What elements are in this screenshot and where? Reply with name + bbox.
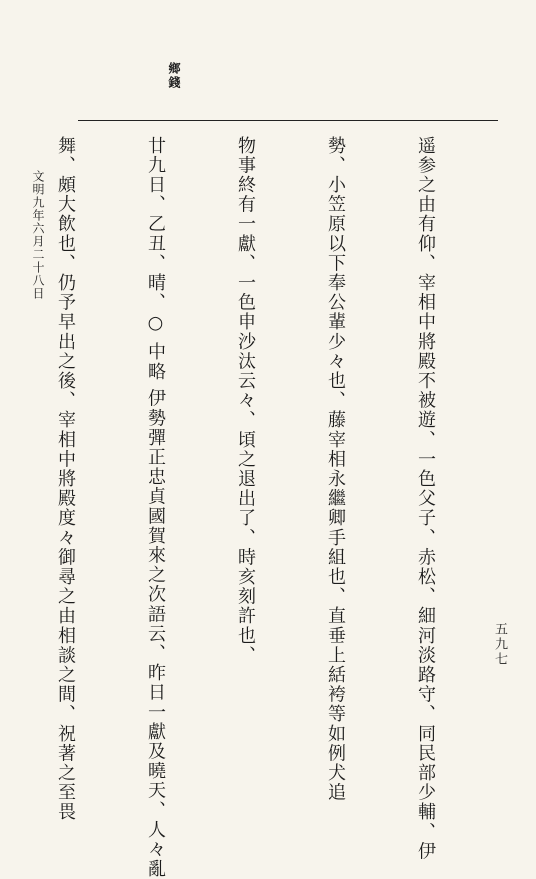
main-text-column [0, 136, 500, 879]
text-line-2: 勢、小笠原以下奉公輩少々也、藤宰相永繼卿手組也、直垂上絬袴等如例犬追 [325, 136, 346, 803]
text-line-5: 舞、頗大飲也、仍予早出之後、宰相中將殿度々御尋之由相談之間、祝著之至畏 [55, 136, 76, 822]
text-line-1: 遥参之由有仰、宰相中將殿不被遊、一色父子、赤松、細河淡路守、同民部少輔、伊 [415, 136, 436, 862]
text-line-4: 廿九日、乙丑、晴、○ 中略 伊勢彈正忠貞國賀來之次語云、昨日一獻及曉天、人々亂 [145, 136, 166, 879]
header-rule [78, 120, 498, 121]
running-head: 鄉錢 [167, 62, 181, 90]
margin-date-note: 文明九年六月二十八日 [31, 170, 45, 300]
page-number: 五九七 [492, 622, 507, 667]
text-line-3: 物事終有一獻、一色申沙汰云々、頃之退出了、時亥刻許也、 [235, 136, 256, 666]
